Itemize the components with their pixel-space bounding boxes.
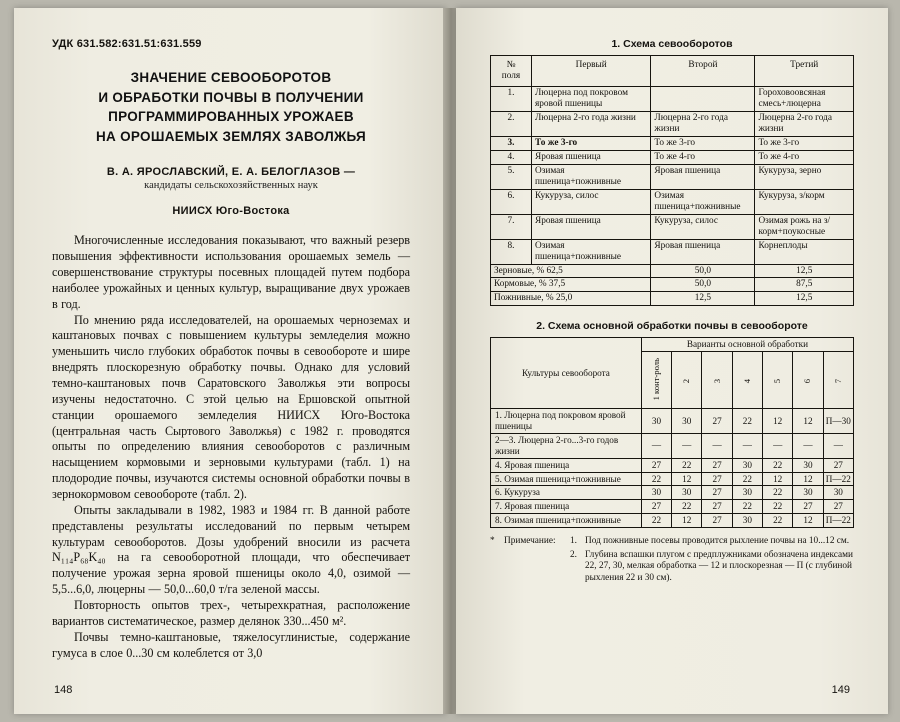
cell-crop-3: Кукуруза, з/корм xyxy=(755,189,854,214)
summary-value-3: 87,5 xyxy=(755,278,854,292)
cell-crop-1: Кукуруза, силос xyxy=(532,189,651,214)
table-row xyxy=(491,264,854,278)
cell-variant-6: 30 xyxy=(793,458,823,472)
cell-crop-3: То же 3-го xyxy=(755,136,854,150)
table-row xyxy=(491,189,854,214)
table-2-caption: 2. Схема основной обработки почвы в севообороте xyxy=(536,320,808,333)
cell-crop-3: Кукуруза, зерно xyxy=(755,164,854,189)
summary-value-3: 12,5 xyxy=(755,292,854,306)
table-1-caption: 1. Схема севооборотов xyxy=(611,38,733,50)
cell-variant-4: 30 xyxy=(732,486,762,500)
table-2-note xyxy=(490,536,854,587)
summary-label: Пожнивные, % 25,0 xyxy=(491,292,651,306)
left-column-content xyxy=(52,38,410,661)
cell-variant-1: 30 xyxy=(641,486,671,500)
summary-value-3: 12,5 xyxy=(755,264,854,278)
folio-right: 149 xyxy=(831,684,850,696)
cell-variant-4: 30 xyxy=(732,458,762,472)
cell-variant-2: — xyxy=(672,433,702,458)
page-left xyxy=(14,8,446,714)
cell-variant-7: — xyxy=(823,433,853,458)
cell-crop-1: То же 3-го xyxy=(532,136,651,150)
cell-crop-1: Яровая пшеница xyxy=(532,150,651,164)
cell-crop-3: Озимая рожь на з/корм+поукосные xyxy=(755,214,854,239)
udk-code: УДК 631.582:631.51:631.559 xyxy=(52,38,202,50)
cell-variant-6: 12 xyxy=(793,472,823,486)
cell-crop-2: Яровая пшеница xyxy=(651,239,755,264)
table-1-header-3: Третий xyxy=(755,56,854,87)
cell-variant-7: П—30 xyxy=(823,409,853,434)
table-row xyxy=(491,409,854,434)
cell-crop: 5. Озимая пшеница+пожнивные xyxy=(491,472,642,486)
folio-left: 148 xyxy=(54,684,73,696)
cell-crop-2: То же 4-го xyxy=(651,150,755,164)
cell-variant-5: 22 xyxy=(763,486,793,500)
cell-variant-5: 22 xyxy=(763,500,793,514)
note-number: 2. xyxy=(570,549,577,560)
table-row xyxy=(491,500,854,514)
cell-variant-7: П—22 xyxy=(823,472,853,486)
cell-variant-6: 12 xyxy=(793,409,823,434)
note-number: 1. xyxy=(570,536,577,546)
cell-variant-2: 12 xyxy=(672,514,702,528)
cell-variant-2: 30 xyxy=(672,486,702,500)
cell-variant-2: 30 xyxy=(672,409,702,434)
cell-variant-1: 30 xyxy=(641,409,671,434)
cell-variant-3: 27 xyxy=(702,500,732,514)
cell-crop-3: То же 4-го xyxy=(755,150,854,164)
variant-header-2: 2 xyxy=(672,352,702,409)
cell-variant-2: 22 xyxy=(672,458,702,472)
summary-value-2: 50,0 xyxy=(651,264,755,278)
table-1-header-1: Первый xyxy=(532,56,651,87)
table-1-header-num: № поля xyxy=(491,56,532,87)
paragraph-2: По мнению ряда исследователей, на орошаемых черноземах и каштановых почвах с повышением культуры земледелия можно уменьшить число глубоких обработок почвы в севообороте и шире внедрять плоскорезную обработку почвы. Однако для условий темно-каштановых почв Саратовского Заволжья эти вопросы изучены недостаточно. С этой целью на Ершовской опытной станции орошаемого земледелия НИИСХ Юго-Востока (центральная часть Сыртового Заволжья) с 1982 г. проводятся опыты по определению влияния севооборотов с различным насыщением кормовыми и зерновыми культурами (табл. 1) на плодородие почвы, изучаются системы основной обработки почвы в зернокормовом севообороте (табл. 2). xyxy=(52,312,410,501)
summary-label: Зерновые, % 62,5 xyxy=(491,264,651,278)
table-row xyxy=(491,458,854,472)
cell-crop: 7. Яровая пшеница xyxy=(491,500,642,514)
table-2-header-crops: Культуры севооборота xyxy=(491,338,642,409)
cell-variant-7: 27 xyxy=(823,500,853,514)
table-row xyxy=(491,472,854,486)
summary-label: Кормовые, % 37,5 xyxy=(491,278,651,292)
table-row xyxy=(491,111,854,136)
variant-header-6: 6 xyxy=(793,352,823,409)
cell-variant-3: — xyxy=(702,433,732,458)
title-line-1: ЗНАЧЕНИЕ СЕВООБОРОТОВ xyxy=(130,70,332,85)
cell-crop-2: То же 3-го xyxy=(651,136,755,150)
cell-variant-7: 30 xyxy=(823,486,853,500)
table-row xyxy=(491,214,854,239)
cell-num: 2. xyxy=(491,111,532,136)
variant-header-5: 5 xyxy=(763,352,793,409)
cell-crop-2: Люцерна 2-го года жизни xyxy=(651,111,755,136)
cell-crop: 2—3. Люцерна 2-го...3-го годов жизни xyxy=(491,433,642,458)
cell-num: 6. xyxy=(491,189,532,214)
cell-crop: 6. Кукуруза xyxy=(491,486,642,500)
variant-header-4: 4 xyxy=(732,352,762,409)
cell-crop: 1. Люцерна под покровом яровой пшеницы xyxy=(491,409,642,434)
cell-variant-7: П—22 xyxy=(823,514,853,528)
cell-variant-1: 22 xyxy=(641,514,671,528)
cell-variant-6: 30 xyxy=(793,486,823,500)
table-2-header-variants: Варианты основной обработки xyxy=(641,338,853,352)
cell-variant-4: 22 xyxy=(732,500,762,514)
table-row xyxy=(491,164,854,189)
title-line-2: И ОБРАБОТКИ ПОЧВЫ В ПОЛУЧЕНИИ xyxy=(98,89,364,105)
authors-degree: кандидаты сельскохозяйственных наук xyxy=(144,180,318,192)
cell-num: 5. xyxy=(491,164,532,189)
cell-variant-5: 22 xyxy=(763,514,793,528)
title-line-4: НА ОРОШАЕМЫХ ЗЕМЛЯХ ЗАВОЛЖЬЯ xyxy=(95,128,366,144)
note-item xyxy=(570,536,854,548)
cell-num: 7. xyxy=(491,214,532,239)
cell-variant-2: 22 xyxy=(672,500,702,514)
table-row xyxy=(491,239,854,264)
cell-crop-2: Озимая пшеница+пожнивные xyxy=(651,189,755,214)
cell-variant-4: 22 xyxy=(732,472,762,486)
paragraph-1: Многочисленные исследования показывают, что важный резерв повышения эффективности использования орошаемых земель — совершенствование структуры посевных площадей путем подбора наиболее урожайных и ценных культур, выращивание двух урожаев в год. xyxy=(52,233,410,311)
cell-crop-2: Кукуруза, силос xyxy=(651,214,755,239)
cell-crop: 4. Яровая пшеница xyxy=(491,458,642,472)
cell-variant-7: 27 xyxy=(823,458,853,472)
cell-variant-2: 12 xyxy=(672,472,702,486)
cell-variant-6: 27 xyxy=(793,500,823,514)
table-row xyxy=(491,514,854,528)
cell-variant-3: 27 xyxy=(702,514,732,528)
note-text: Под пожнивные посевы проводится рыхление почвы на 10...12 см. xyxy=(585,536,850,546)
note-marker: * xyxy=(490,536,495,546)
cell-crop-1: Озимая пшеница+пожнивные xyxy=(532,164,651,189)
table-row xyxy=(491,150,854,164)
cell-variant-4: 30 xyxy=(732,514,762,528)
note-items xyxy=(570,536,854,587)
cell-crop-1: Люцерна 2-го года жизни xyxy=(532,111,651,136)
cell-variant-1: 22 xyxy=(641,472,671,486)
paragraph-3: Опыты закладывали в 1982, 1983 и 1984 гг. В данной работе представлены результаты исследований по первым четырем культурам севооборотов. Дозы удобрений вносили из расчета N₁₁₄P₆₈K₄₀ на га севооборотной площади, что обеспечивает получение урожая зерна яровой пшеницы около 4,0, озимой — 5,5...6,0, люцерны — 50,0...60,0 т/га зеленой массы. xyxy=(52,502,410,597)
title-line-3: ПРОГРАММИРОВАННЫХ УРОЖАЕВ xyxy=(108,109,354,125)
table-2-block xyxy=(490,320,854,586)
cell-variant-3: 27 xyxy=(702,472,732,486)
table-row xyxy=(491,486,854,500)
cell-variant-4: — xyxy=(732,433,762,458)
cell-variant-1: 27 xyxy=(641,500,671,514)
authors: В. А. ЯРОСЛАВСКИЙ, Е. А. БЕЛОГЛАЗОВ — xyxy=(106,166,356,179)
note-item xyxy=(570,550,854,585)
cell-crop-3: Корнеплоды xyxy=(755,239,854,264)
note-label: Примечание: xyxy=(504,536,556,546)
cell-crop-3: Гороховоовсяная смесь+люцерна xyxy=(755,86,854,111)
table-row xyxy=(491,292,854,306)
cell-num: 1. xyxy=(491,86,532,111)
cell-variant-3: 27 xyxy=(702,409,732,434)
cell-crop-1: Яровая пшеница xyxy=(532,214,651,239)
paragraph-4: Повторность опытов трех-, четырехкратная, расположение вариантов систематическое, размер делянок 330...450 м². xyxy=(52,598,410,628)
table-row xyxy=(491,433,854,458)
table-row xyxy=(491,338,854,352)
cell-num: 3. xyxy=(491,136,532,150)
right-column-content xyxy=(490,38,854,601)
cell-variant-5: 12 xyxy=(763,472,793,486)
cell-crop: 8. Озимая пшеница+пожнивные xyxy=(491,514,642,528)
table-2 xyxy=(490,337,854,528)
cell-num: 8. xyxy=(491,239,532,264)
cell-variant-1: 27 xyxy=(641,458,671,472)
organization: НИИСХ Юго-Востока xyxy=(172,205,290,218)
cell-crop-1: Озимая пшеница+пожнивные xyxy=(532,239,651,264)
page-title xyxy=(58,68,404,146)
variant-header-7: 7 xyxy=(823,352,853,409)
cell-variant-3: 27 xyxy=(702,486,732,500)
cell-variant-5: 22 xyxy=(763,458,793,472)
cell-variant-1: — xyxy=(641,433,671,458)
cell-variant-5: — xyxy=(763,433,793,458)
table-row xyxy=(491,56,854,87)
summary-value-2: 50,0 xyxy=(651,278,755,292)
cell-crop-3: Люцерна 2-го года жизни xyxy=(755,111,854,136)
cell-variant-6: — xyxy=(793,433,823,458)
variant-header-1: 1 конт-роль xyxy=(641,352,671,409)
note-text: Глубина вспашки плугом с предплужниками обозначена индексами 22, 27, 30, мелкая обработка — 12 и плоскорезная — П (с глубиной рыхления 22 и 30 см). xyxy=(585,549,854,584)
table-1-header-2: Второй xyxy=(651,56,755,87)
cell-variant-5: 12 xyxy=(763,409,793,434)
variant-header-3: 3 xyxy=(702,352,732,409)
cell-variant-6: 12 xyxy=(793,514,823,528)
cell-crop-2: Яровая пшеница xyxy=(651,164,755,189)
table-1-block xyxy=(490,38,854,306)
paragraph-5: Почвы темно-каштановые, тяжелосуглинистые, содержание гумуса в слое 0...30 см колеблется от 3,0 xyxy=(52,629,410,660)
cell-crop-1: Люцерна под покровом яровой пшеницы xyxy=(532,86,651,111)
page-right xyxy=(456,8,888,714)
cell-num: 4. xyxy=(491,150,532,164)
cell-variant-4: 22 xyxy=(732,409,762,434)
summary-value-2: 12,5 xyxy=(651,292,755,306)
table-row xyxy=(491,136,854,150)
cell-crop-2 xyxy=(651,86,755,111)
table-row xyxy=(491,86,854,111)
table-1 xyxy=(490,55,854,306)
table-row xyxy=(491,278,854,292)
cell-variant-3: 27 xyxy=(702,458,732,472)
